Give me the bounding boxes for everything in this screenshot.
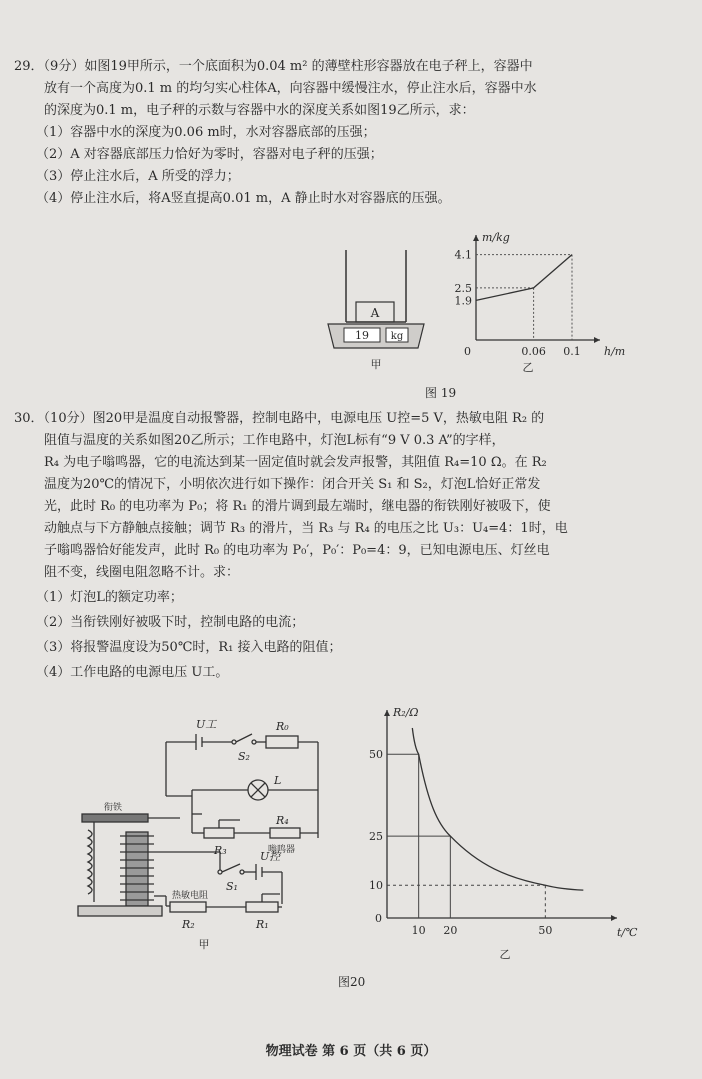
chart20-xtick: 10 [411, 924, 426, 937]
q30-line: 温度为20℃的情况下，小明依次进行如下操作：闭合开关 S₁ 和 S₂，灯泡L恰好正常发 [44, 477, 541, 492]
chart19-origin: 0 [464, 345, 471, 358]
q29-sub: （3）停止注水后，A 所受的浮力； [36, 169, 240, 184]
chart19-xtick: 0.06 [521, 345, 546, 358]
chart19-ytick: 2.5 [454, 281, 472, 295]
fig20-yi-caption: 乙 [499, 948, 511, 961]
r1-rheostat [246, 902, 278, 912]
label-r1: R₁ [256, 918, 269, 931]
r3-rheostat [204, 828, 234, 838]
label-s1: S₁ [226, 880, 238, 893]
page-footer: 物理试卷 第 6 页（共 6 页） [265, 1044, 437, 1059]
q30-sub: （3）将报警温度设为50℃时，R₁ 接入电路的阻值； [36, 640, 342, 655]
question-30 [14, 408, 684, 684]
r4-buzzer [270, 828, 300, 838]
electromagnet-core [126, 832, 148, 906]
label-buzzer: 嗡鸣器 [268, 845, 296, 855]
q29-sub: （2）A 对容器底部压力恰好为零时，容器对电子秤的压强； [36, 147, 383, 162]
label-r2: R₂ [182, 918, 195, 931]
fig19-jia-caption: 甲 [370, 358, 382, 371]
chart19-xtick: 0.1 [563, 345, 581, 358]
q30-sub: （2）当衔铁刚好被吸下时，控制电路的电流； [36, 615, 305, 630]
q30-line: 光，此时 R₀ 的电功率为 P₀；将 R₁ 的滑片调到最左端时，继电器的衔铁刚好被吸下，使 [44, 499, 551, 514]
label-u-gong: U工 [196, 718, 217, 731]
chart20-xlabel: t/℃ [617, 926, 638, 939]
armature-bar [82, 814, 148, 822]
r2-thermistor [170, 902, 206, 912]
chart20-ytick: 25 [369, 830, 383, 844]
chart19-ytick: 1.9 [454, 294, 472, 308]
fig20-jia-caption: 甲 [198, 938, 210, 951]
chart20-curve [412, 728, 583, 890]
label-r0: R₀ [276, 720, 289, 733]
r0-resistor [266, 736, 298, 748]
q29-line: 29．（9分）如图19甲所示，一个底面积为0.04 m² 的薄壁柱形容器放在电子秤上，容器中 [14, 59, 533, 74]
q30-sub: （4）工作电路的电源电压 U工。 [36, 665, 229, 680]
scale-reading: 19 [355, 329, 369, 342]
label-thermistor: 热敏电阻 [172, 891, 209, 901]
magnet-base [78, 906, 162, 916]
chart19-xlabel: h/m [604, 345, 626, 358]
q29-line: 放有一个高度为0.1 m 的均匀实心柱体A，向容器中缓慢注水，停止注水后，容器中水 [44, 81, 537, 96]
chart19-ytick: 4.1 [454, 248, 472, 262]
scale-unit: kg [390, 331, 404, 342]
q29-sub: （4）停止注水后，将A竖直提高0.01 m，A 静止时水对容器底的压强。 [36, 191, 451, 206]
figure-19-jia [320, 240, 440, 375]
chart20-xtick: 20 [443, 924, 458, 937]
question-29 [14, 56, 684, 210]
fig20-caption: 图20 [338, 975, 366, 989]
figure-20-jia-circuit [70, 712, 340, 957]
q30-line: 子嗡鸣器恰好能发声，此时 R₀ 的电功率为 P₀′，P₀′：P₀=4：9，已知电源电压、灯丝电 [44, 543, 550, 558]
q29-line: 的深度为0.1 m，电子秤的示数与容器中水的深度关系如图19乙所示，求： [44, 103, 475, 118]
chart19-ylabel: m/kg [482, 231, 510, 244]
label-s2: S₂ [238, 750, 250, 763]
chart19-series-line [476, 255, 572, 301]
q30-line: R₄ 为电子嗡鸣器，它的电流达到某一固定值时就会发声报警，其阻值 R₄=10 Ω。在 R₂ [44, 455, 547, 470]
chart20-ylabel: R₂/Ω [393, 706, 419, 719]
label-armature: 衔铁 [104, 803, 123, 813]
q29-sub: （1）容器中水的深度为0.06 m时，水对容器底部的压强； [36, 125, 376, 140]
fig19-caption: 图 19 [425, 386, 457, 400]
label-r3: R₃ [214, 844, 227, 857]
chart20-origin: 0 [375, 912, 382, 925]
chart-19 [440, 225, 630, 375]
fig19-yi-caption: 乙 [522, 361, 534, 374]
block-a-label: A [370, 306, 380, 320]
label-r4: R₄ [276, 814, 289, 827]
q30-line: 阻值与温度的关系如图20乙所示；工作电路中，灯泡L标有“9 V 0.3 A”的字样， [44, 433, 505, 448]
chart20-ytick: 50 [369, 748, 383, 762]
q30-line: 30．（10分）图20甲是温度自动报警器，控制电路中，电源电压 U控=5 V，热敏电阻 R₂ 的 [14, 411, 545, 426]
chart20-ytick: 10 [369, 879, 383, 893]
chart20-xtick: 50 [538, 924, 553, 937]
label-u-kong: U控 [260, 850, 281, 863]
chart-20 [355, 700, 655, 965]
q30-line: 阻不变，线圈电阻忽略不计。求： [44, 565, 240, 580]
label-lamp: L [274, 774, 282, 787]
q30-line: 动触点与下方静触点接触；调节 R₃ 的滑片，当 R₃ 与 R₄ 的电压之比 U₃：U₄=4：1时，电 [44, 521, 568, 536]
q30-sub: （1）灯泡L的额定功率； [36, 590, 183, 605]
